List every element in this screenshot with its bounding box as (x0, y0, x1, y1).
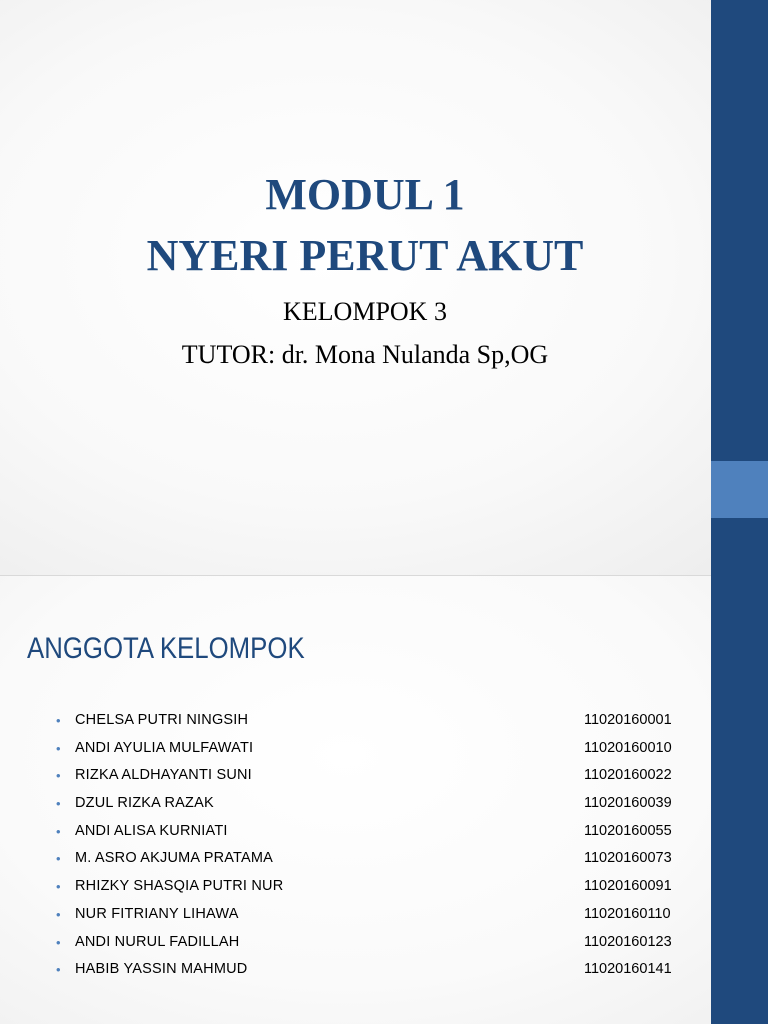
bullet-icon: • (56, 713, 61, 728)
member-row (0, 793, 710, 821)
bullet-icon: • (56, 768, 61, 784)
member-id: 11020160141 (584, 961, 672, 978)
member-id: 11020160039 (584, 795, 672, 812)
member-name: ANDI NURUL FADILLAH (75, 933, 240, 950)
member-name: DZUL RIZKA RAZAK (75, 795, 214, 812)
bullet-icon: • (56, 934, 61, 950)
bullet-icon: • (56, 851, 61, 867)
bullet-icon: • (56, 740, 61, 756)
member-row (0, 710, 710, 738)
member-name: ANDI AYULIA MULFAWATI (75, 739, 254, 756)
member-row (0, 738, 710, 766)
member-name: CHELSA PUTRI NINGSIH (75, 712, 249, 728)
bullet-icon: • (56, 906, 61, 922)
member-id: 11020160110 (584, 905, 671, 922)
member-id: 11020160073 (584, 850, 672, 867)
bullet-icon: • (56, 962, 61, 978)
member-name: HABIB YASSIN MAHMUD (75, 961, 248, 978)
member-name: ANDI ALISA KURNIATI (75, 822, 228, 839)
slide-title-line-2: NYERI PERUT AKUT (146, 231, 584, 280)
members-slide (0, 576, 768, 1024)
bullet-icon: • (56, 823, 61, 839)
member-id: 11020160022 (584, 767, 672, 784)
side-accent-decoration (711, 461, 768, 518)
member-id: 11020160091 (584, 878, 672, 895)
member-id: 11020160001 (584, 712, 672, 728)
bullet-icon: • (56, 879, 61, 895)
slide-title-line-1: MODUL 1 (265, 170, 465, 219)
bullet-icon: • (56, 796, 61, 812)
member-name: M. ASRO AKJUMA PRATAMA (75, 850, 274, 867)
member-name: RHIZKY SHASQIA PUTRI NUR (75, 878, 284, 895)
member-list (0, 710, 710, 987)
member-name: RIZKA ALDHAYANTI SUNI (75, 767, 252, 784)
member-id: 11020160055 (584, 822, 672, 839)
member-row (0, 932, 710, 960)
member-name: NUR FITRIANY LIHAWA (75, 905, 239, 922)
tutor-label: TUTOR: dr. Mona Nulanda Sp,OG (181, 340, 549, 369)
members-heading: ANGGOTA KELOMPOK (27, 632, 305, 665)
member-row (0, 848, 710, 876)
member-row (0, 959, 710, 987)
member-row (0, 821, 710, 849)
member-id: 11020160123 (584, 933, 672, 950)
member-row (0, 904, 710, 932)
group-label: KELOMPOK 3 (283, 297, 447, 326)
member-id: 11020160010 (584, 739, 672, 756)
member-row (0, 876, 710, 904)
member-row (0, 765, 710, 793)
